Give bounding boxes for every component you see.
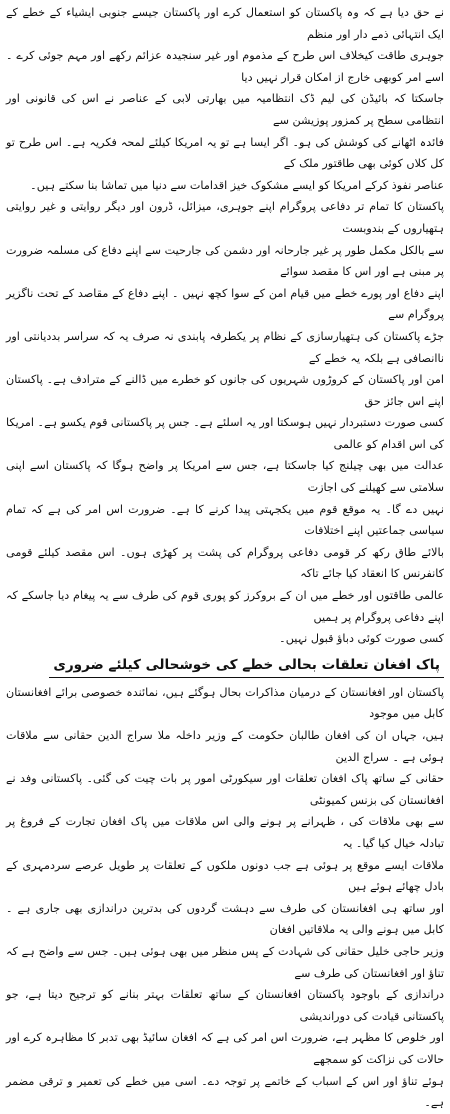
text-line: کسی صورت کوئی دباؤ قبول نہیں۔ [279,632,444,646]
text-line: نے حق دیا ہے کہ وہ پاکستان کو استعمال کرے اور پاکستان جیسے جنوبی ایشیاء کے خطے کے ایک انتہائی ذمے دار اور منظم [6,6,444,41]
text-line: امن اور پاکستان کے کروڑوں شہریوں کی جانوں کو خطرے میں ڈالنے کے مترادف ہے۔ پاکستان اپنے اس جائز حق [6,373,444,408]
text-line: بالائے طاق رکھ کر قومی دفاعی پروگرام کی پشت پر کھڑی ہوں۔ اس مقصد کیلئے قومی کانفرنس کا انعقاد کیا جائے تاکہ [6,545,444,581]
text-line: ملاقات ایسے موقع پر ہوئی ہے جب دونوں ملکوں کے تعلقات پر طویل عرصے سردمہری کے بادل چھائے ہوئے ہیں [6,858,444,894]
text-line: جاسکتا کہ بائیڈن کی لیم ڈک انتظامیہ میں بھارتی لابی کے عناصر نے اس کی قانونی اور انتظامی سطح پر کمزور پوزیشن سے [6,92,444,127]
text-line: اور خلوص کا مظہر ہے، ضرورت اس امر کی ہے کہ افغان سائیڈ بھی تدبر کا مظاہرہ کرے اور حالات کی نزاکت کو سمجھے [6,1031,444,1066]
text-line: ہوئے تناؤ اور اس کے اسباب کے خاتمے پر توجہ دے۔ اسی میں خطے کی تعمیر و ترقی مضمر ہے۔ [6,1074,444,1110]
text-line: جوہری طاقت کیخلاف اس طرح کے مذموم اور غیر سنجیدہ عزائم رکھے اور مہم جوئی کرے ۔ اسے امر کوبھی خارج از امکان قرار نہیں دیا [6,49,444,84]
text-line: کسی صورت دستبردار نہیں ہوسکتا اور یہ اسلئے ہے۔ جس پر پاکستانی قوم یکسو ہے۔ امریکا کی اس اقدام کو عالمی [6,416,444,451]
text-line: اور ساتھ ہی افغانستان کی طرف سے دہشت گردوں کی بدترین دراندازی بھی جاری ہے ۔ کابل میں ہونے والی یہ ملاقاتیں افغان [6,901,444,937]
text-line: دراندازی کے باوجود پاکستان افغانستان کے ساتھ تعلقات بہتر بنانے کو ترجیح دیتا ہے، جو پاکستانی قیادت کی دوراندیشی [6,988,444,1023]
text-line: عناصر نفوذ کرکے امریکا کو ایسے مشکوک خیز اقدامات سے دنیا میں تماشا بنا سکتے ہیں۔ [30,178,444,192]
text-line: پاکستان کا تمام تر دفاعی پروگرام اپنے جوہری، میزائل، ڈرون اور دیگر روایتی و غیر روایتی ہتھیاروں کے بندوبست [6,200,444,235]
text-line: سے بالکل مکمل طور پر غیر جارحانہ اور دشمن کی جارحیت سے اپنے دفاع کی مسلمہ ضرورت پر مبنی ہے اور اس کا مقصد سوائے [6,243,444,279]
paragraph-defense-program [6,196,444,649]
text-line: ہیں، جہاں ان کی افغان طالبان حکومت کے وزیر داخلہ ملا سراج الدین حقانی سے ملاقات ہوئی ہے ۔ سراج الدین [6,729,444,764]
text-line: سے بھی ملاقات کی ، ظہرانے پر ہونے والی اس ملاقات میں پاک افغان تجارت کے فروغ پر تبادلہ خیال کیا گیا۔ یہ [6,815,444,850]
section-heading-wrapper [6,654,444,678]
text-line: نہیں دے گا۔ یہ موقع قوم میں یکجہتی پیدا کرنے کا ہے۔ ضرورت اس امر کی ہے کہ تمام سیاسی جماعتیں اپنے اختلافات [6,502,444,538]
text-line: حقانی کے ساتھ پاک افغان تعلقات اور سیکورٹی امور پر بات چیت کی گئی۔ پاکستانی وفد نے افغانستان کی بزنس کمیونٹی [6,772,444,807]
text-line: اپنے دفاع اور پورے خطے میں قیام امن کے سوا کچھ نہیں ۔ اپنے دفاع کے مقاصد کے تحت ناگزیر پروگرام سے [6,286,444,322]
section-heading: پاک افغان تعلقات بحالی خطے کی خوشحالی کیلئے ضروری [49,654,444,678]
text-line: جڑے پاکستان کی ہتھیارسازی کے نظام پر یکطرفہ پابندی نہ صرف یہ کہ سراسر بددیانتی اور ناانصافی ہے بلکہ یہ خطے کے [6,329,444,365]
text-line: عالمی طاقتوں اور خطے میں ان کے بروکرز کو پوری قوم کی طرف سے یہ پیغام دیا جاسکے کہ اپنے دفاعی پروگرام پر ہمیں [6,589,444,624]
text-line: وزیر حاجی خلیل حقانی کی شہادت کے پس منظر میں بھی ہوئی ہیں۔ جس سے واضح ہے کہ تناؤ اور افغانستان کی طرف سے [6,944,444,980]
text-line: فائدہ اٹھانے کی کوشش کی ہو۔ اگر ایسا ہے تو یہ امریکا کیلئے لمحہ فکریہ ہے۔ اس طرح تو کل کلاں کوئی بھی طاقتور ملک کے [6,135,444,171]
paragraph-pak-afghan-talks [6,682,444,1114]
text-line: پاکستان اور افغانستان کے درمیان مذاکرات بحال ہوگئے ہیں، نمائندہ خصوصی برائے افغانستان کابل میں موجود [6,685,444,721]
paragraph-nuclear-concern [6,2,444,196]
article-page [6,2,444,1110]
text-line: عدالت میں بھی چیلنج کیا جاسکتا ہے، جس سے امریکا پر واضح ہوگا کہ پاکستان اسے اپنی سلامتی سے کھیلنے کی اجازت [6,459,444,495]
